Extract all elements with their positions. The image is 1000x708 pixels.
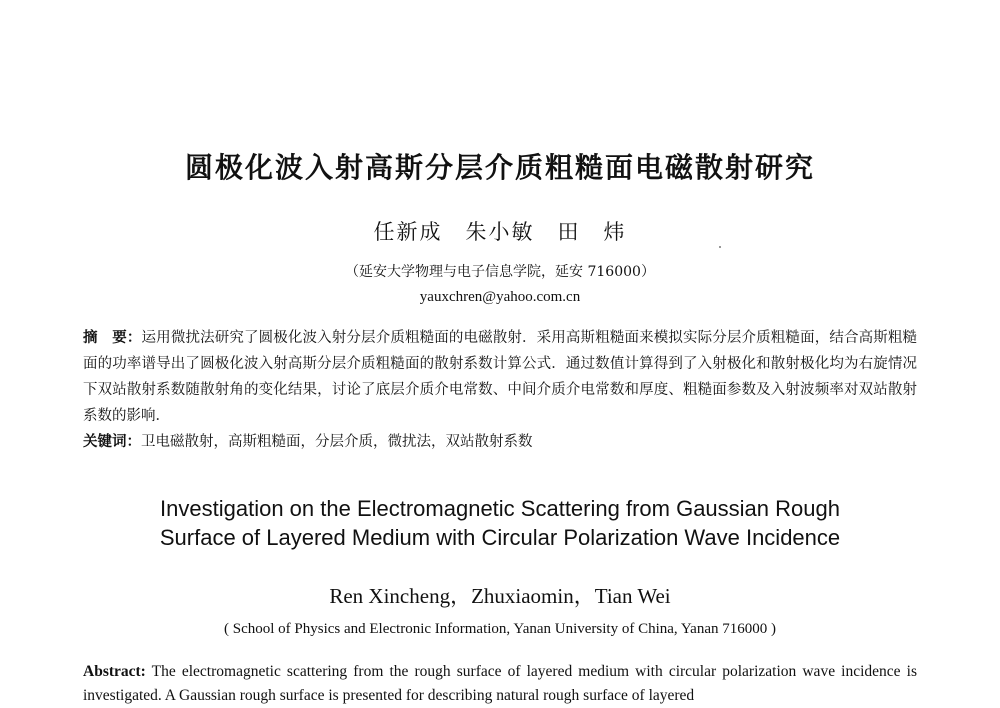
authors-chinese: 任新成 朱小敏 田 炜 xyxy=(373,220,627,244)
abstract-label-english: Abstract: xyxy=(83,663,146,680)
keywords-label-chinese: 关键词： xyxy=(83,434,141,450)
abstract-chinese xyxy=(83,325,917,429)
keywords-chinese xyxy=(83,429,917,455)
author-email: yauxchren@yahoo.com.cn xyxy=(419,289,581,305)
abstract-label-chinese: 摘 要： xyxy=(83,330,142,346)
affiliation-english: ( School of Physics and Electronic Information, Yanan University of China, Yanan 716000 ) xyxy=(223,621,776,637)
affiliation-chinese: （延安大学物理与电子信息学院，延安 716000） xyxy=(345,264,655,280)
paper-title-chinese: 圆极化波入射高斯分层介质粗糙面电磁散射研究 xyxy=(184,151,815,184)
keywords-text-chinese: 卫电磁散射，高斯粗糙面，分层介质，微扰法，双站散射系数 xyxy=(141,434,533,450)
abstract-text-chinese: 运用微扰法研究了圆极化波入射分层介质粗糙面的电磁散射．采用高斯粗糙面来模拟实际分层介质粗糙面，结合高斯粗糙面的功率谱导出了圆极化波入射高斯分层介质粗糙面的散射系数计算公式．通过数值计算得到了入射极化和散射极化均为右旋情况下双站散射系数随散射角的变化结果，讨论了底层介质介电常数、中间介质介电常数和厚度、粗糙面参数及入射波频率对双站散射系数的影响． xyxy=(83,330,918,424)
title-english-line-1: Investigation on the Electromagnetic Scattering from Gaussian Rough xyxy=(160,496,840,521)
abstract-english xyxy=(83,660,917,708)
title-english-line-2: Surface of Layered Medium with Circular Polarization Wave Incidence xyxy=(159,525,841,550)
abstract-text-english: The electromagnetic scattering from the rough surface of layered medium with circular polarization wave incidence is investigated. A Gaussian rough surface is presented for describing natural rough surface of layered xyxy=(83,663,917,704)
scan-speck xyxy=(719,246,721,248)
paper-title-english xyxy=(0,494,1000,552)
authors-english: Ren Xincheng，Zhuxiaomin，Tian Wei xyxy=(329,584,671,608)
chinese-abstract-section xyxy=(83,325,917,455)
